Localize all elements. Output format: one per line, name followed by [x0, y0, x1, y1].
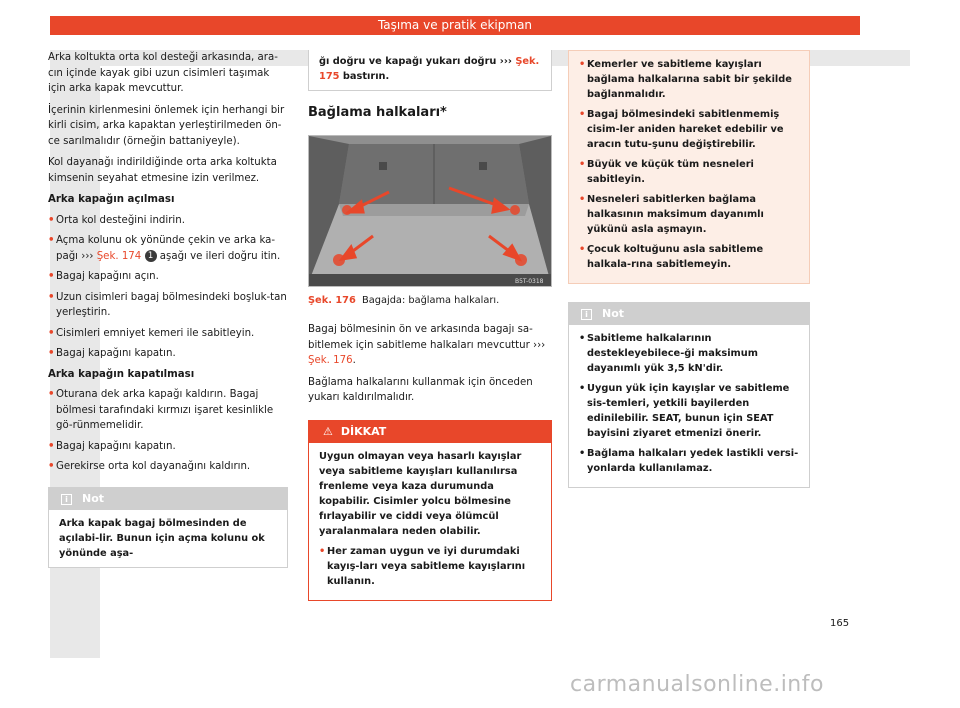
paragraph-text: Bagaj bölmesinin ön ve arkasında bagajı sa-bitlemek için sabitleme halkaları mevcuttur ›››	[308, 324, 546, 351]
note-box	[48, 487, 288, 568]
subheading-close: Arka kapağın kapatılması	[48, 368, 195, 380]
list-item: • Uygun yük için kayışlar ve sabitleme sis-temleri, yetkili bayilerden edinilebilir. SEAT, bunun için SEAT bayisini ziyaret etmenizi önerir.	[579, 381, 799, 441]
figure-label: Şek. 176	[308, 294, 356, 306]
trunk-figure	[308, 135, 552, 287]
info-icon: i	[581, 309, 592, 320]
column-left	[48, 50, 288, 568]
list-item: • Kemerler ve sabitleme kayışları bağlama halkalarına sabit bir şekilde bağlanmalıdır.	[579, 57, 799, 102]
warning-text: Uygun olmayan veya hasarlı kayışlar veya sabitleme kayışları kullanılırsa frenleme veya kaza durumunda kopabilir. Cisimler yolcu bölmesine fırlayabilir ve ciddi veya ölümcül yaralanmalara neden olabilir.	[319, 450, 522, 537]
list-item: • Her zaman uygun ve iyi durumdaki kayış-ları veya sabitleme kayışlarını kullanın.	[319, 544, 541, 589]
warning-triangle-icon: ⚠	[323, 424, 333, 438]
paragraph: Bağlama halkalarını kullanmak için önceden yukarı kaldırılmalıdır.	[308, 376, 533, 403]
note-title: Not	[82, 491, 105, 505]
note-header	[569, 303, 809, 325]
list-item: • Bagaj bölmesindeki sabitlenmemiş cisim-ler aniden hareket edebilir ve aracın tutu-şunu değiştirebilir.	[579, 107, 799, 152]
paragraph: Arka koltukta orta kol desteği arkasında, ara-cın içinde kayak gibi uzun cisimleri taşımak için arka kapak mevcuttur.	[48, 52, 278, 94]
list-item: • Orta kol desteğini indirin.	[48, 213, 288, 229]
list-item: • Oturana dek arka kapağı kaldırın. Bagaj bölmesi tarafındaki kırmızı işaret kesinlikle gö-rünmemelidir.	[48, 387, 288, 434]
step-text: Açma kolunu ok yönünde çekin ve arka ka-pağı ›››	[56, 235, 276, 262]
list-item: • Bagaj kapağını açın.	[48, 269, 288, 285]
list-item: • Uzun cisimleri bagaj bölmesindeki boşluk-tan yerleştirin.	[48, 290, 288, 321]
note-text: Arka kapak bagaj bölmesinden de açılabi-lir. Bunun için açma kolunu ok yönünde aşa-	[59, 517, 265, 559]
list-item: • Çocuk koltuğunu asla sabitleme halkala-rına sabitlemeyin.	[579, 242, 799, 272]
figure-text: Bagajda: bağlama halkaları.	[362, 294, 500, 306]
paragraph	[308, 322, 552, 369]
warning-continued-box	[568, 50, 810, 284]
note-text: ğı doğru ve kapağı yukarı doğru ›››	[319, 56, 512, 67]
list-item: • Büyük ve küçük tüm nesneleri sabitleyin.	[579, 157, 799, 187]
paragraph: Kol dayanağı indirildiğinde orta arka koltukta kimsenin seyahat etmesine izin verilmez.	[48, 157, 277, 184]
figure-link[interactable]: Şek. 175	[319, 56, 540, 82]
warning-body	[309, 443, 551, 600]
ring-marker	[510, 205, 520, 215]
trunk-illustration	[309, 136, 551, 286]
section-title: Bağlama halkaları*	[308, 105, 447, 120]
close-steps-list	[48, 387, 288, 475]
note-box-continued	[308, 50, 552, 91]
paragraph-text: .	[352, 355, 356, 366]
open-steps-list	[48, 213, 288, 362]
warning-title: DİKKAT	[340, 424, 387, 438]
column-middle	[308, 50, 552, 601]
list-item: • Bagaj kapağını kapatın.	[48, 439, 288, 455]
note-continued-text	[309, 50, 551, 90]
list-item: • Sabitleme halkalarının destekleyebilece-ği maksimum dayanımlı yük 3,5 kN'dir.	[579, 331, 799, 376]
warning-header	[309, 421, 551, 443]
info-icon: i	[61, 494, 72, 505]
image-code: B5T-0318	[515, 277, 544, 285]
figure-caption	[308, 293, 552, 309]
chapter-header: Taşıma ve pratik ekipman	[50, 16, 860, 35]
note-header	[49, 488, 287, 510]
subheading-open: Arka kapağın açılması	[48, 194, 175, 205]
warning-box	[308, 420, 552, 601]
list-item: • Bagaj kapağını kapatın.	[48, 346, 288, 362]
note-text: bastırın.	[342, 71, 390, 82]
watermark: carmanualsonline.info	[570, 672, 824, 697]
note-box	[568, 302, 810, 488]
list-item: • Cisimleri emniyet kemeri ile sabitleyin.	[48, 326, 288, 342]
step-text: aşağı ve ileri doğru itin.	[159, 250, 281, 262]
figure-link[interactable]: Şek. 176	[308, 355, 353, 366]
note-body	[569, 325, 809, 487]
column-right	[568, 50, 810, 488]
callout-number: 1	[145, 250, 157, 262]
note-title: Not	[602, 307, 625, 320]
list-item: • Nesneleri sabitlerken bağlama halkasının maksimum dayanımlı yükünü asla aşmayın.	[579, 192, 799, 237]
paragraph: İçerinin kirlenmesini önlemek için herhangi bir kirli cisim, arka kapaktan yerleştirilmeden ön-ce sarılmalıdır (örneğin battaniyeyle).	[48, 104, 285, 147]
list-item	[48, 233, 288, 264]
page-number: 165	[830, 618, 850, 629]
list-item: • Bağlama halkaları yedek lastikli versi-yonlarda kullanılamaz.	[579, 446, 799, 476]
figure-link[interactable]: Şek. 174	[96, 250, 142, 262]
list-item: • Gerekirse orta kol dayanağını kaldırın.	[48, 459, 288, 475]
